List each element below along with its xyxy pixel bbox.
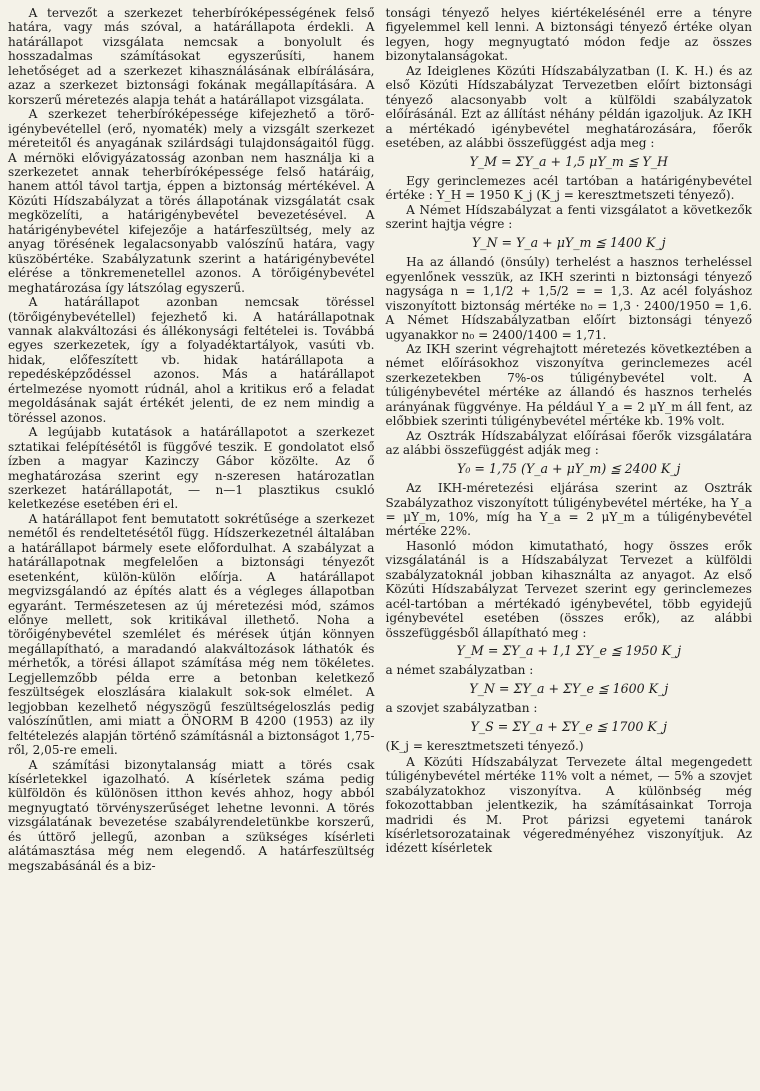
paragraph: A határállapot azonban nemcsak töréssel (törőigénybevétellel) fejezhető ki. A határállapotnak vannak alakváltozási és állékonysági feltételei is. Továbbá egyes szerkezetek, így a folyadéktartályok, vasúti vb. hidak, előfeszített vb. hidak határállapota a repedésképződéssel azonos. Más a határállapot értelmezése nyomott rúdnál, ahol a kritikus erő a feladat megoldásának saját értékét jelenti, de ez nem mindig a töréssel azonos. — [8, 295, 375, 425]
left-column — [8, 6, 375, 1087]
formula-austrian: Y₀ = 1,75 (Y_a + μY_m) ≦ 2400 K_j — [457, 460, 681, 476]
paragraph: Az Ideiglenes Közúti Hídszabályzatban (I. K. H.) és az első Közúti Hídszabályzat Tervezetben előírt biztonsági tényező alacsonyabb volt a külföldi szabályzatok előírásánál. Ezt az állítást néhány példán igazoljuk. Az IKH a mértékadó igénybevétel meghatározására, főerők esetében, az alábbi összefüggést adja meg : — [385, 63, 752, 151]
formula-caption: a német szabályzatban : — [385, 663, 534, 678]
paragraph: Hasonló módon kimutatható, hogy összes erők vizsgálatánál is a Hídszabályzat Tervezet a külföldi szabályzatoknál jobban kihasználta az anyagot. Az első Közúti Hídszabályzat Tervezet szerint egy gerinclemezes acél-tartóban a mértékadó igénybevétel, több egyidejű igénybevétel esetében (összes erők), az alábbi összefüggésből állapítható meg : — [385, 538, 752, 640]
formula-caption: a szovjet szabályzatban : — [385, 701, 538, 716]
paragraph: Az IKH-méretezési eljárása szerint az Osztrák Szabályzathoz viszonyított túligénybevétel mértéke, ha Y_a = μY_m, 10%, míg ha Y_a = 2 μY_m a túligénybevétel mértéke 22%. — [385, 481, 752, 539]
paragraph: A számítási bizonytalanság miatt a törés csak kísérletekkel igazolható. A kísérletek száma pedig külföldön és különösen itthon kevés ahhoz, hogy abból megnyugtató törvényszerűséget lehetne levonni. A törés vizsgálatának bevezetése szabályrendeletünkbe korszerű, és úttörő jellegű, azonban a szükséges kísérleti alátámasztása még nem elegendő. A határfeszültség megszabásánál és a biz- — [8, 757, 375, 873]
formula-note: (K_j = keresztmetszeti tényező.) — [385, 739, 584, 754]
right-column — [386, 6, 753, 1087]
formula-draft: Y_M = ΣY_a + 1,1 ΣY_e ≦ 1950 K_j — [456, 643, 682, 659]
paragraph: Ha az állandó (önsúly) terhelést a hasznos terheléssel egyenlőnek vesszük, az IKH szerinti n biztonsági tényező nagysága n = 1,1/2 + 1,5/2 = = 1,3. Az acél folyáshoz viszonyított biztonság mértéke n₀ = 1,3 · 2400/1950 = 1,6. A Német Hídszabályzatban előírt biztonsági tényező ugyanakkor n₀ = 2400/1400 = 1,71. — [385, 255, 752, 342]
paragraph: Egy gerinclemezes acél tartóban a határigénybevétel értéke : Y_H = 1950 K_j (K_j = keresztmetszeti tényező). — [385, 173, 752, 203]
formula-ikh: Y_M = ΣY_a + 1,5 μY_m ≦ Y_H — [469, 153, 669, 169]
paragraph: A Német Hídszabályzat a fenti vizsgálatot a következők szerint hajtja végre : — [385, 202, 752, 232]
paragraph: A tervezőt a szerkezet teherbíróképességének felső határa, vagy más szóval, a határállapota érdekli. A határállapot vizsgálata nemcsak a bonyolult és hosszadalmas számításokat egyszerűsíti, hanem lehetőséget ad a szerkezet kihasználásának elbírálására, azaz a szerkezet biztonsági fokának megállapítására. A korszerű méretezés alapja tehát a határállapot vizsgálata. — [8, 6, 375, 107]
paragraph: A határállapot fent bemutatott sokrétűsége a szerkezet nemétől és rendeltetésétől függ. Hídszerkezetnél általában a határállapot bármely esete előfordulhat. A szabályzat a határállapotnak megfelelően a biztonsági tényezőt esetenként, külön-külön előírja. A határállapot megvizsgálandó az építés alatt és a végleges állapotban egyaránt. Természetesen az új méretezési mód, számos előnye mellett, sok kritikával illethető. Noha a törőigénybevétel szemlélet és mérések útján könnyen megállapítható, a maradandó alakváltozások láthatók és mérhetők, a törési állapot számítása még nem tökéletes. Legjellemzőbb példa erre a betonban keletkező feszültségek eloszlására kialakult sok-sok elmélet. A legjobban kezelhető négyszögű feszültségeloszlás pedig valószínűtlen, ami miatt a ÖNORM B 4200 (1953) az ily feltételezés alapján történő számításnál a biztonságot 1,75-ről, 2,05-re emeli. — [8, 511, 375, 758]
paragraph: A legújabb kutatások a határállapotot a szerkezet sztatikai felépítésétől is függővé teszik. E gondolatot első ízben a magyar Kazinczy Gábor közölte. Az ő meghatározása szerint egy n-szeresen határozatlan szerkezet határállapotát, — n—1 plasztikus csukló keletkezése esetében éri el. — [8, 425, 375, 512]
formula-german: Y_N = Y_a + μY_m ≦ 1400 K_j — [471, 234, 666, 250]
paragraph: A Közúti Hídszabályzat Tervezete által megengedett túligénybevétel mértéke 11% volt a német, — 5% a szovjet szabályzatokhoz viszonyítva. A különbség még fokozottabban jelentkezik, ha számításainkat Torroja madridi és M. Prot párizsi egyetemi tanárok kísérletsorozatainak végeredményéhez viszonyítjuk. Az idézett kísérletek — [385, 754, 752, 856]
paragraph: Az Osztrák Hídszabályzat előírásai főerők vizsgálatára az alábbi összefüggést adják meg : — [385, 428, 752, 458]
formula-soviet-total: Y_S = ΣY_a + ΣY_e ≦ 1700 K_j — [470, 718, 668, 734]
paragraph: Az IKH szerint végrehajtott méretezés következtében a német előírásokhoz viszonyítva gerinclemezes acél szerkezetekben 7%-os túligénybevétel volt. A túligénybevétel mértéke az állandó és hasznos terhelés arányának függvénye. Ha például Y_a = 2 μY_m áll fent, az előbbiek szerinti túligénybevétel mértéke kb. 19% volt. — [385, 341, 752, 429]
paragraph: A szerkezet teherbíróképessége kifejezhető a törő-igénybevétellel (erő, nyomaték) mely a vizsgált szerkezet méreteitől és anyagának szilárdsági tulajdonságaitól függ. A mérnöki elővigyázatosság azonban nem használja ki a szerkezetet annak teherbíróképessége felső határáig, hanem attól távol tartja, éppen a biztonság mértékével. A Közúti Hídszabályzat a törés állapotának vizsgálatát csak megközelíti, a határigénybevétel bevezetésével. A határigénybevétel kifejezője a határfeszültség, mely az anyag törésének legalacsonyabb valószínű határa, vagy küszöbértéke. Szabályzatunk szerint a határigénybevétel elérése a tönkremenetellel azonos. A törőigénybevétel meghatározása így látszólag egyszerű. — [8, 107, 375, 295]
paragraph: tonsági tényező helyes kiértékelésénél erre a tényre figyelemmel kell lenni. A biztonsági tényező értéke olyan legyen, hogy megnyugtató módon fedje az összes bizonytalanságokat. — [385, 6, 752, 64]
formula-german-total: Y_N = ΣY_a + ΣY_e ≦ 1600 K_j — [469, 680, 669, 696]
